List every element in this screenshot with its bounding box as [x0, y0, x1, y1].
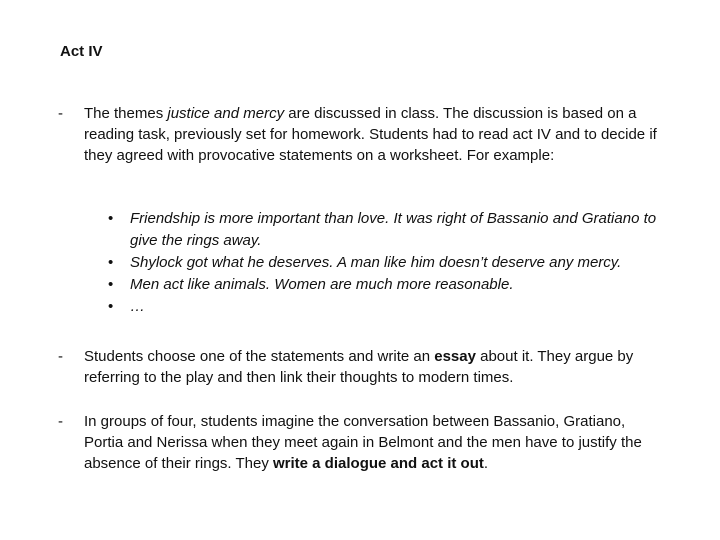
statement-text: Men act like animals. Women are much more reasonable. [130, 276, 514, 293]
bullet-marker: • [108, 254, 114, 271]
statement-text: Shylock got what he deserves. A man like him doesn’t deserve any mercy. [130, 254, 622, 271]
text-segment: . [483, 455, 489, 472]
list-item [108, 274, 668, 296]
list-item [108, 208, 668, 252]
paragraph-text [84, 411, 658, 474]
text-segment: Students choose one of the statements and write an [84, 348, 435, 365]
statement-text: Friendship is more important than love. It was right of Bassanio and Gratiano to give the rings away. [130, 210, 657, 249]
statement-list [108, 208, 668, 318]
dash-marker: - [58, 413, 63, 430]
text-segment: The themes [84, 105, 168, 122]
bullet-marker: • [108, 276, 114, 293]
list-item [108, 252, 668, 274]
bullet-marker: • [108, 298, 114, 315]
paragraph-dialogue [58, 411, 658, 474]
paragraph-text [84, 103, 658, 166]
dash-marker: - [58, 105, 63, 122]
text-segment: are discussed in class. The discussion is based on a reading task, previously set for homework. Students had to read act IV and to decide if they agreed with provocative statements on a worksheet. For example: [84, 105, 657, 164]
paragraph-text [84, 346, 658, 388]
bullet-marker: • [108, 210, 114, 227]
paragraph-essay [58, 346, 658, 388]
statement-text: … [130, 298, 145, 315]
dash-marker: - [58, 348, 63, 365]
paragraph-discussion [58, 103, 658, 166]
page-title: Act IV [60, 43, 103, 60]
list-item [108, 296, 668, 318]
emphasis-justice-mercy: justice and mercy [167, 105, 285, 122]
bold-essay: essay [434, 348, 476, 365]
text-segment: about it. They argue by referring to the play and then link their thoughts to modern times. [84, 348, 634, 386]
bold-dialogue-task: write a dialogue and act it out [273, 455, 484, 472]
text-segment: In groups of four, students imagine the conversation between Bassanio, Gratiano, Portia and Nerissa when they meet again in Belmont and the men have to justify the absence of their rings. They [84, 413, 642, 472]
